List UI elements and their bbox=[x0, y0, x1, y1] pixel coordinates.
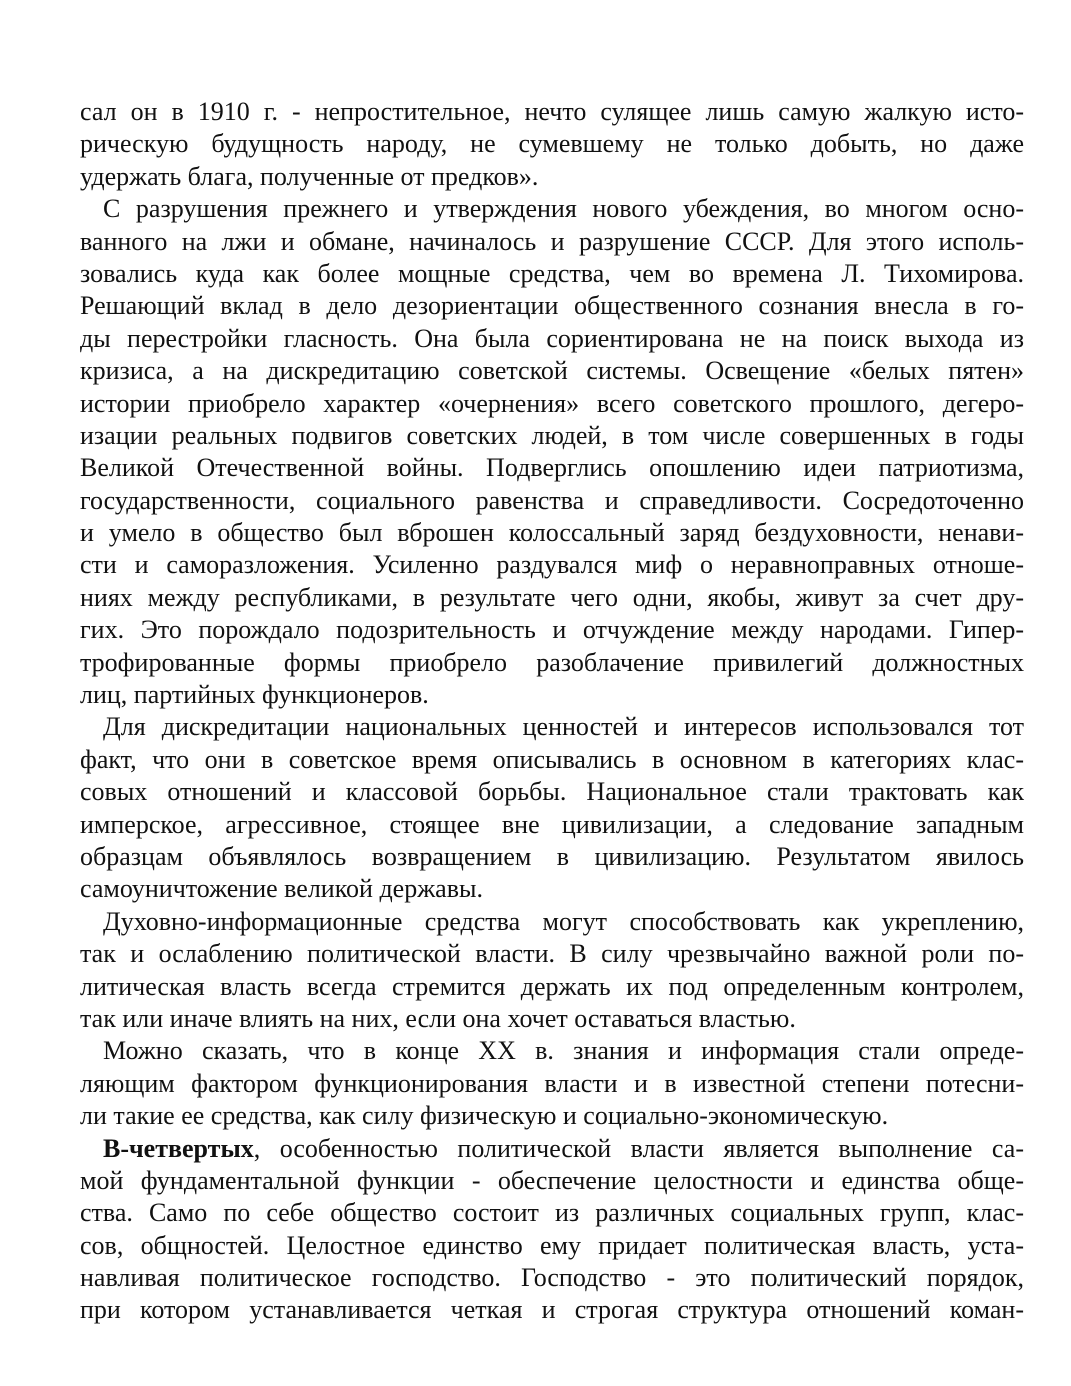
text-line: рическую будущность народу, не сумевшему не только добыть, но даже bbox=[80, 129, 1024, 159]
text-line: сти и саморазложения. Усиленно раздувался миф о неравноправных отноше- bbox=[80, 550, 1024, 580]
text-line: ли такие ее средства, как силу физическую и социально-экономическую. bbox=[80, 1101, 889, 1131]
text-line: факт, что они в советское время описывались в основном в категориях клас- bbox=[80, 744, 1024, 774]
text-line: имперское, агрессивное, стоящее вне цивилизации, а следование западным bbox=[80, 809, 1024, 839]
text-line bbox=[80, 1133, 1024, 1165]
text-line: ниях между республиками, в результате чего одни, якобы, живут за счет дру- bbox=[80, 582, 1024, 612]
text-line: ляющим фактором функционирования власти и в известной степени потесни- bbox=[80, 1068, 1024, 1098]
paragraph-6 bbox=[80, 1133, 1024, 1327]
text-line: гих. Это порождало подозрительность и отчуждение между народами. Гипер- bbox=[80, 615, 1024, 645]
text-line: ства. Само по себе общество состоит из различных социальных групп, клас- bbox=[80, 1198, 1024, 1228]
text-line: ванного на лжи и обмане, начиналось и разрушение СССР. Для этого исполь- bbox=[80, 226, 1024, 256]
paragraph-3 bbox=[80, 711, 1024, 905]
text-line: самоуничтожение великой державы. bbox=[80, 874, 483, 904]
text-line: истории приобрело характер «очернения» всего советского прошлого, дегеро- bbox=[80, 388, 1024, 418]
text-line: кризиса, а на дискредитацию советской системы. Освещение «белых пятен» bbox=[80, 356, 1024, 386]
text-line: государственности, социального равенства и справедливости. Сосредоточенно bbox=[80, 485, 1024, 515]
text-line: сал он в 1910 г. - непростительное, нечто сулящее лишь самую жалкую исто- bbox=[80, 97, 1024, 126]
text-line: Для дискредитации национальных ценностей и интересов использовался тот bbox=[103, 712, 1024, 742]
text-line: Великой Отечественной войны. Подверглись опошлению идеи патриотизма, bbox=[80, 453, 1024, 483]
text-line: трофированные формы приобрело разоблачение привилегий должностных bbox=[80, 647, 1024, 677]
paragraph-4 bbox=[80, 906, 1024, 1036]
text-line: Решающий вклад в дело дезориентации общественного сознания внесла в го- bbox=[80, 291, 1024, 321]
text-line: при котором устанавливается четкая и строгая структура отношений коман- bbox=[80, 1295, 1024, 1325]
text-line: лиц, партийных функционеров. bbox=[80, 680, 429, 710]
text-line: изации реальных подвигов советских людей, в том числе совершенных в годы bbox=[80, 420, 1024, 450]
text-line: литическая власть всегда стремится держать их под определенным контролем, bbox=[80, 971, 1024, 1001]
text-line: и умело в общество был вброшен колоссальный заряд бездуховности, ненави- bbox=[80, 518, 1024, 548]
text-line: образцам объявлялось возвращением в цивилизацию. Результатом явилось bbox=[80, 841, 1024, 871]
text-line: удержать блага, полученные от предков». bbox=[80, 161, 539, 191]
paragraph-5 bbox=[80, 1035, 1024, 1132]
text-line: Духовно-информационные средства могут способствовать как укреплению, bbox=[103, 906, 1024, 936]
text-line: Можно сказать, что в конце XX в. знания и информация стали опреде- bbox=[103, 1036, 1024, 1066]
text-line: сов, общностей. Целостное единство ему придает политическая власть, уста- bbox=[80, 1230, 1024, 1260]
text-line: ды перестройки гласность. Она была сориентирована не на поиск выхода из bbox=[80, 323, 1024, 353]
text-line: совых отношений и классовой борьбы. Национальное стали трактовать как bbox=[80, 777, 1024, 807]
paragraph-1 bbox=[80, 96, 1024, 193]
text-line: мой фундаментальной функции - обеспечение целостности и единства обще- bbox=[80, 1165, 1024, 1195]
bold-lead-word: В-четвертых bbox=[103, 1133, 254, 1163]
text-line: навливая политическое господство. Господство - это политический порядок, bbox=[80, 1263, 1024, 1293]
text-line: так или иначе влиять на них, если она хочет оставаться властью. bbox=[80, 1003, 796, 1033]
text-line: зовались куда как более мощные средства, чем во времена Л. Тихомирова. bbox=[80, 258, 1024, 288]
text-line: С разрушения прежнего и утверждения нового убеждения, во многом осно- bbox=[103, 194, 1024, 224]
document-page bbox=[80, 96, 1024, 1327]
text-line: так и ослаблению политической власти. В силу чрезвычайно важной роли по- bbox=[80, 939, 1024, 969]
lead-line-rest: , особенностью политической власти является выполнение са- bbox=[253, 1133, 1024, 1163]
paragraph-2 bbox=[80, 193, 1024, 711]
